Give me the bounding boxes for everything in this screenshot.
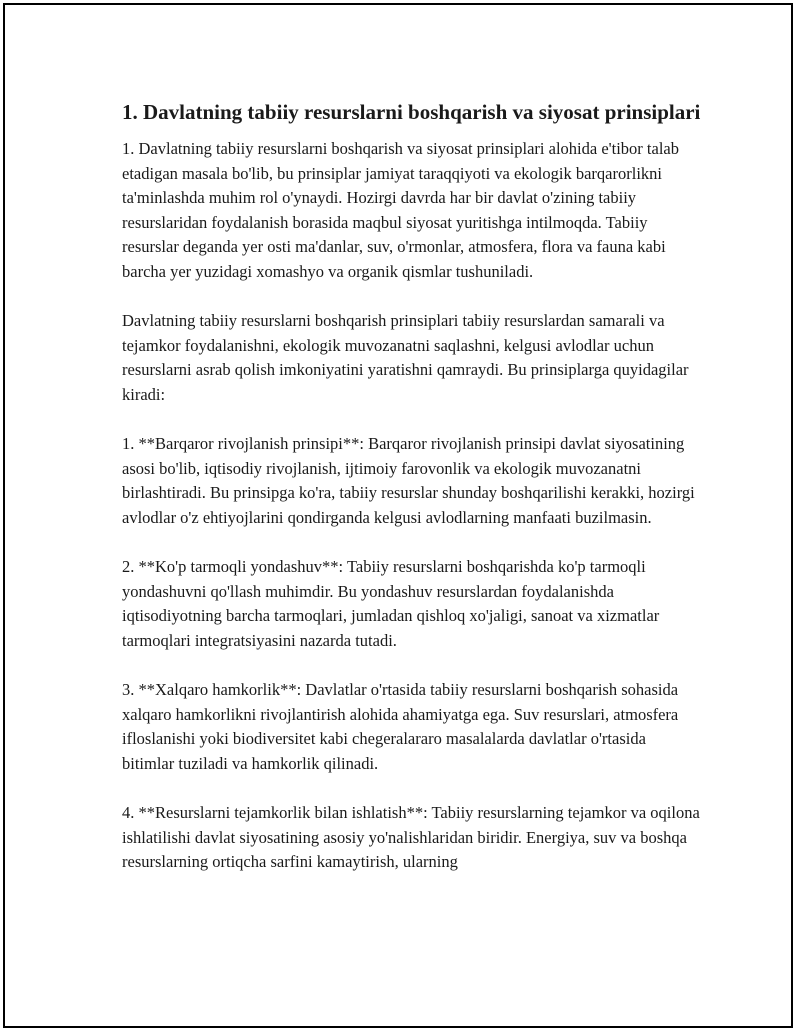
paragraph-international-cooperation: 3. **Xalqaro hamkorlik**: Davlatlar o'rtasida tabiiy resurslarni boshqarish sohasida xalqaro hamkorlikni rivojlantirish alohida ahamiyatga ega. Suv resurslari, atmosfera ifloslanishi yoki biodiversitet kabi chegeralararo masalalarda davlatlar o'rtasida bitimlar tuziladi va hamkorlik qilinadi. [122,680,679,773]
document-title: 1. Davlatning tabiiy resurslarni boshqarish va siyosat prinsiplari [122,100,701,124]
paragraph-resource-efficiency: 4. **Resurslarni tejamkorlik bilan ishlatish**: Tabiiy resurslarning tejamkor va oqilona ishlatilishi davlat siyosatining asosiy yo'nalishlaridan biridir. Energiya, suv va boshqa resurslarning ortiqcha sarfini kamaytirish, ularning [122,803,700,872]
page-border [3,3,793,1028]
paragraph-intro: 1. Davlatning tabiiy resurslarni boshqarish va siyosat prinsiplari alohida e'tibor talab etadigan masala bo'lib, bu prinsiplar jamiyat taraqqiyoti va ekologik barqarorlikni ta'minlashda muhim rol o'ynaydi. Hozirgi davrda har bir davlat o'zining tabiiy resurslaridan foydalanish borasida maqbul siyosat yuritishga intilmoqda. Tabiiy resurslar deganda yer osti ma'danlar, suv, o'rmonlar, atmosfera, flora va fauna kabi barcha yer yuzidagi xomashyo va organik qismlar tushuniladi. [122,139,679,281]
paragraph-sustainable-development: 1. **Barqaror rivojlanish prinsipi**: Barqaror rivojlanish prinsipi davlat siyosatining asosi bo'lib, iqtisodiy rivojlanish, ijtimoiy farovonlik va ekologik muvozanatni birlashtiradi. Bu prinsipga ko'ra, tabiiy resurslar shunday boshqarilishi kerakki, hozirgi avlodlar o'z ehtiyojlarini qondirganda kelgusi avlodlarning manfaati buzilmasin. [122,434,695,527]
paragraph-principles-overview: Davlatning tabiiy resurslarni boshqarish prinsiplari tabiiy resurslardan samarali va tejamkor foydalanishni, ekologik muvozanatni saqlashni, kelgusi avlodlar uchun resurslarni asrab qolish imkoniyatini yaratishni qamraydi. Bu prinsiplarga quyidagilar kiradi: [122,311,689,404]
document-body [122,98,702,899]
paragraph-multisector-approach: 2. **Ko'p tarmoqli yondashuv**: Tabiiy resurslarni boshqarishda ko'p tarmoqli yondashuvni qo'llash muhimdir. Bu yondashuv resurslardan foydalanishda iqtisodiyotning barcha tarmoqlari, jumladan qishloq xo'jaligi, sanoat va xizmatlar tarmoqlari integratsiyasini nazarda tutadi. [122,557,660,650]
